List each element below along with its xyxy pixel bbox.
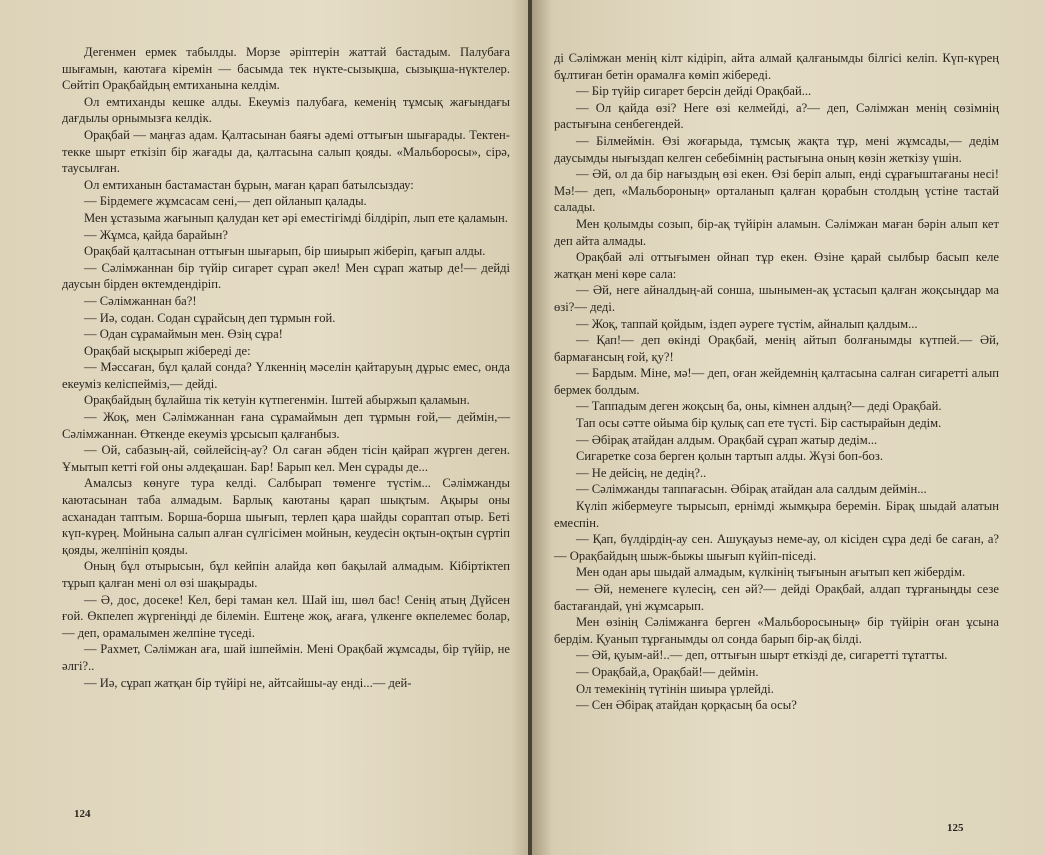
paragraph: — Сәлімжаннан бір түйір сигарет сұрап әкел! Мен сұрап жатыр де!— дейді даусын бірден өктемдендіріп. (62, 260, 510, 292)
paragraph: — Әй, неге айналдың-ай сонша, шынымен-ақ ұстасып қалған жоқсыңдар ма өзі?— деді. (554, 283, 999, 314)
paragraph: Сигаретке соза берген қолын тартып алды. Жүзі боп-боз. (576, 449, 883, 464)
paragraph: Ол емтиханын бастамастан бұрын, маған қарап батылсыздау: (84, 177, 414, 192)
paragraph: — Жоқ, мен Сәлімжаннан ғана сұрамаймын деп тұрмын ғой,— деймін,— Сәлімжаннан. Өткенде екеуміз ұрсысып қалғанбыз. (62, 410, 510, 441)
paragraph: Ол емтиханды кешке алды. Екеуміз палубаға, кеменің тұмсық жағындағы дағдылы орнымызға келдік. (62, 94, 510, 126)
paragraph: — Сәлімжанды таппағасын. Әбірақ атайдан ала салдым деймін... (576, 482, 927, 497)
paragraph: — Орақбай,а, Орақбай!— деймін. (576, 664, 759, 679)
paragraph: Орақбайдың бұлайша тік кетуін күтпегенмін. Іштей абыржып қаламын. (84, 393, 470, 408)
paragraph: — Бірдемеге жұмсасам сені,— деп ойланып қалады. (84, 194, 367, 209)
paragraph: — Ә, дос, досеке! Кел, бері таман кел. Шай іш, шөл бас! Сенің атың Дүйсен ғой. Өкпелеп жүргеніңді де білемін. Ештеңе жоқ, ағаға, үлкенге өкпелемес болар,— деп, орамалымен желпіне түседі. (62, 592, 510, 640)
paragraph: Орақбай ысқырып жібереді де: (84, 343, 251, 358)
paragraph: Оның бұл отырысын, бұл кейпін алайда көп бақылай алмадым. Кібіртіктеп тұрып қалған мені ол өзі шақырады. (62, 559, 510, 590)
right-page-text (554, 50, 999, 714)
paragraph: — Бардым. Міне, мә!— деп, оған жейдемнің қалтасына салған сигаретті алып бермек болдым. (554, 366, 999, 397)
paragraph: Орақбай — маңғаз адам. Қалтасынан баяғы әдемі оттығын шығарады. Тектен-текке шырт еткізіп бір жағады да, қалтасына салып қояды. «Мальборосы», сірә, таусылған. (62, 127, 510, 176)
paragraph: — Әбірақ атайдан алдым. Орақбай сұрап жатыр дедім... (576, 432, 878, 447)
paragraph: Тап осы сәтте ойыма бір қулық сап ете түсті. Бір састырайын дедім. (576, 416, 942, 431)
paragraph: — Ол қайда өзі? Неге өзі келмейді, а?— деп, Сәлімжан менің сөзімнің растығына сенбегендей. (554, 100, 999, 132)
paragraph: — Бір түйір сигарет берсін дейді Орақбай... (576, 84, 812, 99)
paragraph: Орақбай әлі оттығымен ойнап тұр екен. Өзіне қарай сылбыр басып келе жатқан мені көре сала: (554, 250, 999, 281)
paragraph: — Жоқ, таппай қойдым, іздеп әуреге түстім, айналып қалдым... (576, 316, 918, 331)
paragraph: Орақбай қалтасынан оттығын шығарып, бір шиырып жіберіп, қағып алды. (84, 244, 486, 259)
paragraph: — Білмеймін. Өзі жоғарыда, тұмсық жақта тұр, мені жұмсады,— дедім даусымды нығыздап келген себебімнің растығына оның көзін жеткізу үшін. (554, 133, 999, 165)
paragraph: Мен өзінің Сәлімжанға берген «Мальборосының» бір түйірін оған ұсына бердім. Қуанып тұрғанымды ол сонда барып бір-ақ білді. (554, 615, 999, 646)
paragraph: Ол темекінің түтінін шиыра үрлейді. (576, 681, 774, 696)
paragraph: — Рахмет, Сәлімжан аға, шай ішпеймін. Мені Орақбай жұмсады, бір түйір, не әлгі?.. (62, 642, 510, 673)
paragraph: — Иә, содан. Содан сұрайсың деп тұрмын ғой. (84, 310, 336, 325)
paragraph: — Ой, сабазың-ай, сөйлейсің-ау? Ол саған әбден тісін қайрап жүрген деген. Ұмытып кетті ғой оны әлдеқашан. Бар! Барып кел. Мен сұрады де... (62, 443, 510, 474)
paragraph: ді Сәлімжан менің кілт кідіріп, айта алмай қалғанымды білгісі келіп. Күп-күрең бұлтиған бетін орамалға көміп жібереді. (554, 51, 999, 82)
paragraph: — Сәлімжаннан ба?! (84, 293, 197, 308)
paragraph: — Не дейсің, не дедің?.. (576, 465, 707, 480)
paragraph: Күліп жібермеуге тырысып, ернімді жымқыра беремін. Бірақ шыдай алатын емеспін. (554, 499, 999, 530)
paragraph: — Әй, қуым-ай!..— деп, оттығын шырт еткізді де, сигаретті тұтатты. (576, 648, 948, 663)
paragraph: — Таппадым деген жоқсың ба, оны, кімнен алдың?— деді Орақбай. (576, 399, 942, 414)
paragraph: Дегенмен ермек табылды. Морзе әріптерін жаттай бастадым. Палубаға шығамын, каютаға кіремін — басымда тек нүкте-сызықша, сызықша-нүктелер. Сөйтіп Орақбайдың емтиханына келдім. (62, 45, 510, 93)
paragraph: Мен ұстазыма жағынып қалудан кет әрі еместігімді білдіріп, лып ете қаламын. (84, 210, 508, 225)
paragraph: — Қап!— деп өкінді Орақбай, менің айтып болғанымды күтпей.— Әй, бармағансың ғой, қу?! (554, 333, 999, 364)
paragraph: — Әй, неменеге күлесің, сен әй?— дейді Орақбай, алдап тұрғаныңды сезе бастағандай, үні жұмсарып. (554, 582, 999, 613)
paragraph: Мен одан ары шыдай алмадым, күлкінің тығынын ағытып кеп жібердім. (576, 565, 966, 580)
paragraph: — Жұмса, қайда барайын? (84, 227, 228, 242)
paragraph: — Одан сұрамаймын мен. Өзің сұра! (84, 327, 283, 342)
paragraph: — Иә, сұрап жатқан бір түйірі не, айтсайшы-ау енді...— дей- (84, 675, 412, 690)
right-page (532, 0, 1045, 855)
paragraph: — Мәссаған, бұл қалай сонда? Үлкеннің мәселін қайтаруың дұрыс емес, онда екеуміз келіспейміз,— дейді. (62, 360, 510, 391)
page-number-left: 124 (74, 808, 91, 820)
paragraph: — Сен Әбірақ атайдан қорқасың ба осы? (576, 698, 797, 713)
paragraph: — Әй, ол да бір нағыздың өзі екен. Өзі беріп алып, енді сұрағыштағаны несі! Мә!— деп, «Мальбороның» орталанып қалған қорабын столдың үстіне тастай салады. (554, 167, 999, 215)
paragraph: Амалсыз көнуге тура келді. Салбырап төменге түстім... Сәлімжанды каютасынан таба алмадым. Барлық каютаны қарап шықтым. Ақыры оны асханадан таптым. Борша-борша шығып, терлеп қара шайды сораптап отыр. Беті күп-күрең. Мойнына салып алған сүлгісімен мойнын, кеудесін оқтын-оқтын сүртіп қояды, желпініп қояды. (62, 476, 510, 557)
paragraph: Мен қолымды созып, бір-ақ түйірін аламын. Сәлімжан маған бәрін алып кет деп айта алмады. (554, 216, 999, 248)
paragraph: — Қап, бүлдірдің-ау сен. Ашуқауыз неме-ау, ол кісіден сұра деді бе саған, а?— Орақбайдың шыж-быжы шығып күйіп-піседі. (554, 532, 999, 563)
left-page-text (62, 44, 510, 691)
page-number-right: 125 (947, 822, 964, 834)
